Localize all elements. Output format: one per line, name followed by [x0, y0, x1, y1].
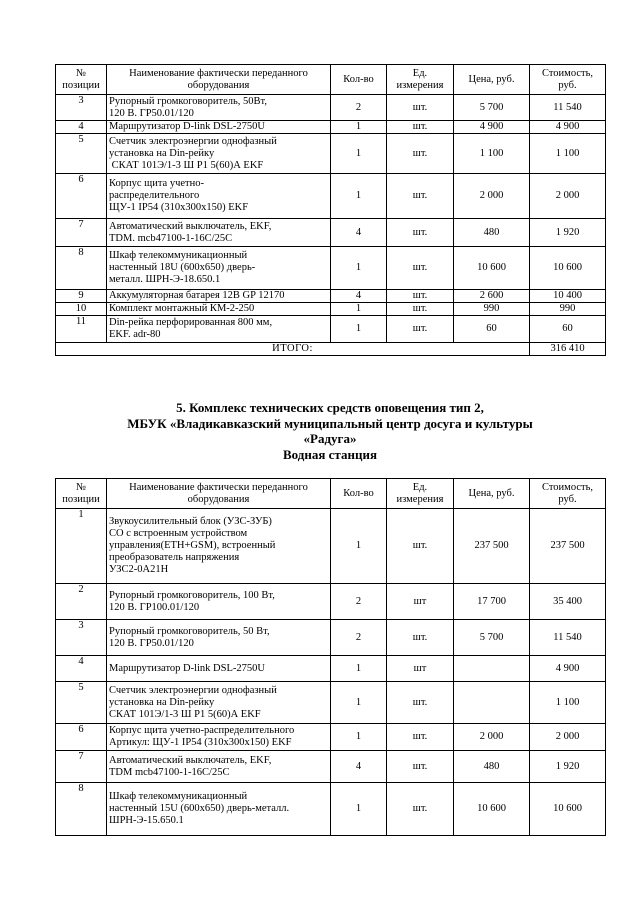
cell-unit: шт.: [387, 290, 454, 303]
cell-qty: 1: [331, 682, 387, 724]
cell-name: [107, 316, 331, 343]
cell-qty: 2: [331, 584, 387, 620]
cell-price: 2 000: [454, 724, 530, 751]
cell-name: [107, 783, 331, 836]
name-line: Счетчик электроэнергии однофазный: [109, 684, 277, 696]
table-row: [56, 656, 606, 682]
cell-no: 1: [56, 509, 107, 584]
name-line: преобразователь напряжения: [109, 552, 240, 563]
cell-price: 480: [454, 219, 530, 247]
table-row: [56, 509, 606, 584]
table-row: [56, 174, 606, 219]
name-line: Комплект монтажный КМ-2-250: [109, 303, 255, 314]
cell-cost: 1 100: [530, 134, 606, 174]
name-line: СКАТ 101Э/1-3 Ш Р1 5(60)А EKF: [109, 708, 261, 720]
cell-qty: 1: [331, 134, 387, 174]
cell-unit: шт.: [387, 620, 454, 656]
col-header-unit: Ед. измерения: [387, 65, 454, 95]
cell-qty: 1: [331, 174, 387, 219]
name-line: Автоматический выключатель, EKF,: [109, 220, 272, 232]
cell-unit: шт.: [387, 95, 454, 121]
cell-unit: шт.: [387, 219, 454, 247]
cell-price: 4 900: [454, 121, 530, 134]
table-1-body: [56, 95, 606, 343]
cell-cost: 11 540: [530, 95, 606, 121]
name-line: Рупорный громкоговоритель, 50 Вт,: [109, 625, 270, 637]
name-line: Маршрутизатор D-link DSL-2750U: [109, 121, 265, 132]
cell-price: 10 600: [454, 783, 530, 836]
name-line: 120 В. ГР50.01/120: [109, 637, 194, 649]
name-line: настенный 15U (600х650) дверь-металл.: [109, 803, 290, 814]
name-line: Звукоусилительный блок (УЗС-ЗУБ): [109, 516, 272, 527]
heading-line-3: «Радуга»: [303, 431, 357, 446]
cell-price: 480: [454, 751, 530, 783]
cell-name: [107, 682, 331, 724]
table-2-body: [56, 509, 606, 836]
cell-name: [107, 290, 331, 303]
cell-qty: 4: [331, 751, 387, 783]
cell-unit: шт.: [387, 303, 454, 316]
cell-name: [107, 509, 331, 584]
cell-price: 2 600: [454, 290, 530, 303]
cell-price: 5 700: [454, 95, 530, 121]
table-row: [56, 95, 606, 121]
cell-unit: шт: [387, 584, 454, 620]
table-row: [56, 219, 606, 247]
cell-cost: 1 920: [530, 751, 606, 783]
cell-cost: 10 600: [530, 247, 606, 290]
name-line: СО с встроенным устройством: [109, 528, 248, 539]
table-row: [56, 290, 606, 303]
cell-no: 11: [56, 316, 107, 343]
cell-unit: шт: [387, 656, 454, 682]
col-header-unit: Ед. измерения: [387, 479, 454, 509]
table-row: [56, 303, 606, 316]
cell-qty: 4: [331, 290, 387, 303]
name-line: TDM. mcb47100-1-16C/25C: [109, 232, 233, 244]
cell-qty: 1: [331, 509, 387, 584]
cell-cost: 1 920: [530, 219, 606, 247]
name-line: УЗС2-0А21Н: [109, 564, 169, 575]
table-header-row: [56, 479, 606, 509]
cell-name: [107, 121, 331, 134]
cell-no: 6: [56, 724, 107, 751]
equipment-table-1: [55, 64, 606, 356]
cell-qty: 2: [331, 95, 387, 121]
cell-no: 6: [56, 174, 107, 219]
name-line: настенный 18U (600х650) дверь-: [109, 262, 256, 273]
section-heading: [55, 400, 605, 462]
cell-qty: 1: [331, 247, 387, 290]
cell-price: 17 700: [454, 584, 530, 620]
cell-qty: 1: [331, 121, 387, 134]
cell-name: [107, 584, 331, 620]
name-line: Счетчик электроэнергии однофазный: [109, 135, 277, 147]
name-line: Автоматический выключатель, EKF,: [109, 754, 272, 766]
cell-no: 10: [56, 303, 107, 316]
table-row: [56, 620, 606, 656]
cell-cost: 2 000: [530, 174, 606, 219]
cell-qty: 1: [331, 724, 387, 751]
cell-unit: шт.: [387, 509, 454, 584]
col-header-name: Наименование фактически переданного оборудования: [107, 479, 331, 509]
cell-qty: 1: [331, 303, 387, 316]
name-line: Маршрутизатор D-link DSL-2750U: [109, 662, 265, 674]
cell-unit: шт.: [387, 783, 454, 836]
cell-name: [107, 303, 331, 316]
cell-no: 7: [56, 219, 107, 247]
name-line: управления(ETH+GSM), встроенный: [109, 540, 276, 551]
col-header-no: № позиции: [56, 479, 107, 509]
name-line: 120 В. ГР50.01/120: [109, 107, 194, 119]
col-header-cost: Стоимость, руб.: [530, 65, 606, 95]
cell-no: 9: [56, 290, 107, 303]
col-header-price: Цена, руб.: [454, 65, 530, 95]
cell-qty: 2: [331, 620, 387, 656]
cell-price: 5 700: [454, 620, 530, 656]
name-line: Артикул: ЩУ-1 IP54 (310х300х150) EKF: [109, 737, 292, 748]
cell-qty: 1: [331, 316, 387, 343]
cell-qty: 1: [331, 783, 387, 836]
cell-name: [107, 247, 331, 290]
cell-price: 10 600: [454, 247, 530, 290]
col-header-no: № позиции: [56, 65, 107, 95]
cell-name: [107, 134, 331, 174]
col-header-qty: Кол-во: [331, 65, 387, 95]
total-value: 316 410: [530, 343, 606, 356]
table-header-row: [56, 65, 606, 95]
cell-cost: 990: [530, 303, 606, 316]
name-line: 120 В. ГР100.01/120: [109, 601, 200, 613]
table-row: [56, 134, 606, 174]
col-header-qty: Кол-во: [331, 479, 387, 509]
name-line: Рупорный громкоговоритель, 50Вт,: [109, 95, 267, 107]
cell-name: [107, 656, 331, 682]
table-row: [56, 783, 606, 836]
cell-unit: шт.: [387, 121, 454, 134]
cell-no: 5: [56, 682, 107, 724]
cell-no: 4: [56, 656, 107, 682]
cell-no: 5: [56, 134, 107, 174]
cell-name: [107, 95, 331, 121]
heading-line-2: МБУК «Владикавказский муниципальный центр досуга и культуры: [127, 415, 533, 431]
cell-unit: шт.: [387, 174, 454, 219]
table-row: [56, 121, 606, 134]
cell-name: [107, 219, 331, 247]
cell-price: 990: [454, 303, 530, 316]
name-line: Рупорный громкоговоритель, 100 Вт,: [109, 589, 275, 601]
name-line: металл. ШРН-Э-18.650.1: [109, 274, 221, 285]
name-line: распределительного: [109, 190, 200, 201]
name-line: ЩУ-1 IP54 (310х300х150) EKF: [109, 202, 249, 213]
cell-price: [454, 656, 530, 682]
table-row: [56, 316, 606, 343]
cell-price: 60: [454, 316, 530, 343]
cell-price: 1 100: [454, 134, 530, 174]
cell-name: [107, 724, 331, 751]
cell-unit: шт.: [387, 247, 454, 290]
cell-name: [107, 174, 331, 219]
cell-cost: 4 900: [530, 656, 606, 682]
col-header-name: Наименование фактически переданного оборудования: [107, 65, 331, 95]
name-line: установка на Din-рейку: [109, 147, 215, 159]
name-line: Шкаф телекоммуникационный: [109, 250, 248, 261]
name-line: TDM mcb47100-1-16C/25C: [109, 766, 230, 778]
cell-no: 8: [56, 783, 107, 836]
name-line: Din-рейка перфорированная 800 мм,: [109, 317, 273, 328]
col-header-cost: Стоимость, руб.: [530, 479, 606, 509]
table-row: [56, 724, 606, 751]
name-line: СКАТ 101Э/1-3 Ш Р1 5(60)А EKF: [109, 159, 264, 171]
cell-no: 4: [56, 121, 107, 134]
equipment-table-2: [55, 478, 606, 836]
cell-name: [107, 620, 331, 656]
total-row: [56, 343, 606, 356]
cell-cost: 2 000: [530, 724, 606, 751]
cell-cost: 60: [530, 316, 606, 343]
cell-price: 2 000: [454, 174, 530, 219]
cell-cost: 237 500: [530, 509, 606, 584]
table-row: [56, 751, 606, 783]
name-line: Корпус щита учетно-: [109, 178, 204, 189]
cell-cost: 10 600: [530, 783, 606, 836]
cell-no: 3: [56, 620, 107, 656]
cell-cost: 11 540: [530, 620, 606, 656]
heading-line-1: 5. Комплекс технических средств оповещения тип 2,: [176, 400, 484, 415]
cell-no: 3: [56, 95, 107, 121]
cell-price: [454, 682, 530, 724]
cell-unit: шт.: [387, 724, 454, 751]
name-line: установка на Din-рейку: [109, 696, 215, 708]
name-line: Шкаф телекоммуникационный: [109, 791, 248, 802]
cell-qty: 1: [331, 656, 387, 682]
cell-qty: 4: [331, 219, 387, 247]
cell-no: 7: [56, 751, 107, 783]
cell-cost: 4 900: [530, 121, 606, 134]
cell-cost: 10 400: [530, 290, 606, 303]
cell-unit: шт.: [387, 682, 454, 724]
cell-unit: шт.: [387, 751, 454, 783]
total-label: ИТОГО:: [56, 343, 530, 356]
heading-line-4: Водная станция: [283, 446, 377, 462]
table-row: [56, 247, 606, 290]
col-header-price: Цена, руб.: [454, 479, 530, 509]
cell-no: 8: [56, 247, 107, 290]
cell-name: [107, 751, 331, 783]
name-line: EKF. adr-80: [109, 329, 161, 340]
table-row: [56, 584, 606, 620]
name-line: ШРН-Э-15.650.1: [109, 815, 184, 826]
cell-unit: шт.: [387, 134, 454, 174]
name-line: Аккумуляторная батарея 12В GP 12170: [109, 290, 285, 301]
table-row: [56, 682, 606, 724]
cell-cost: 35 400: [530, 584, 606, 620]
name-line: Корпус щита учетно-распределительного: [109, 725, 295, 736]
cell-cost: 1 100: [530, 682, 606, 724]
cell-no: 2: [56, 584, 107, 620]
cell-price: 237 500: [454, 509, 530, 584]
cell-unit: шт.: [387, 316, 454, 343]
